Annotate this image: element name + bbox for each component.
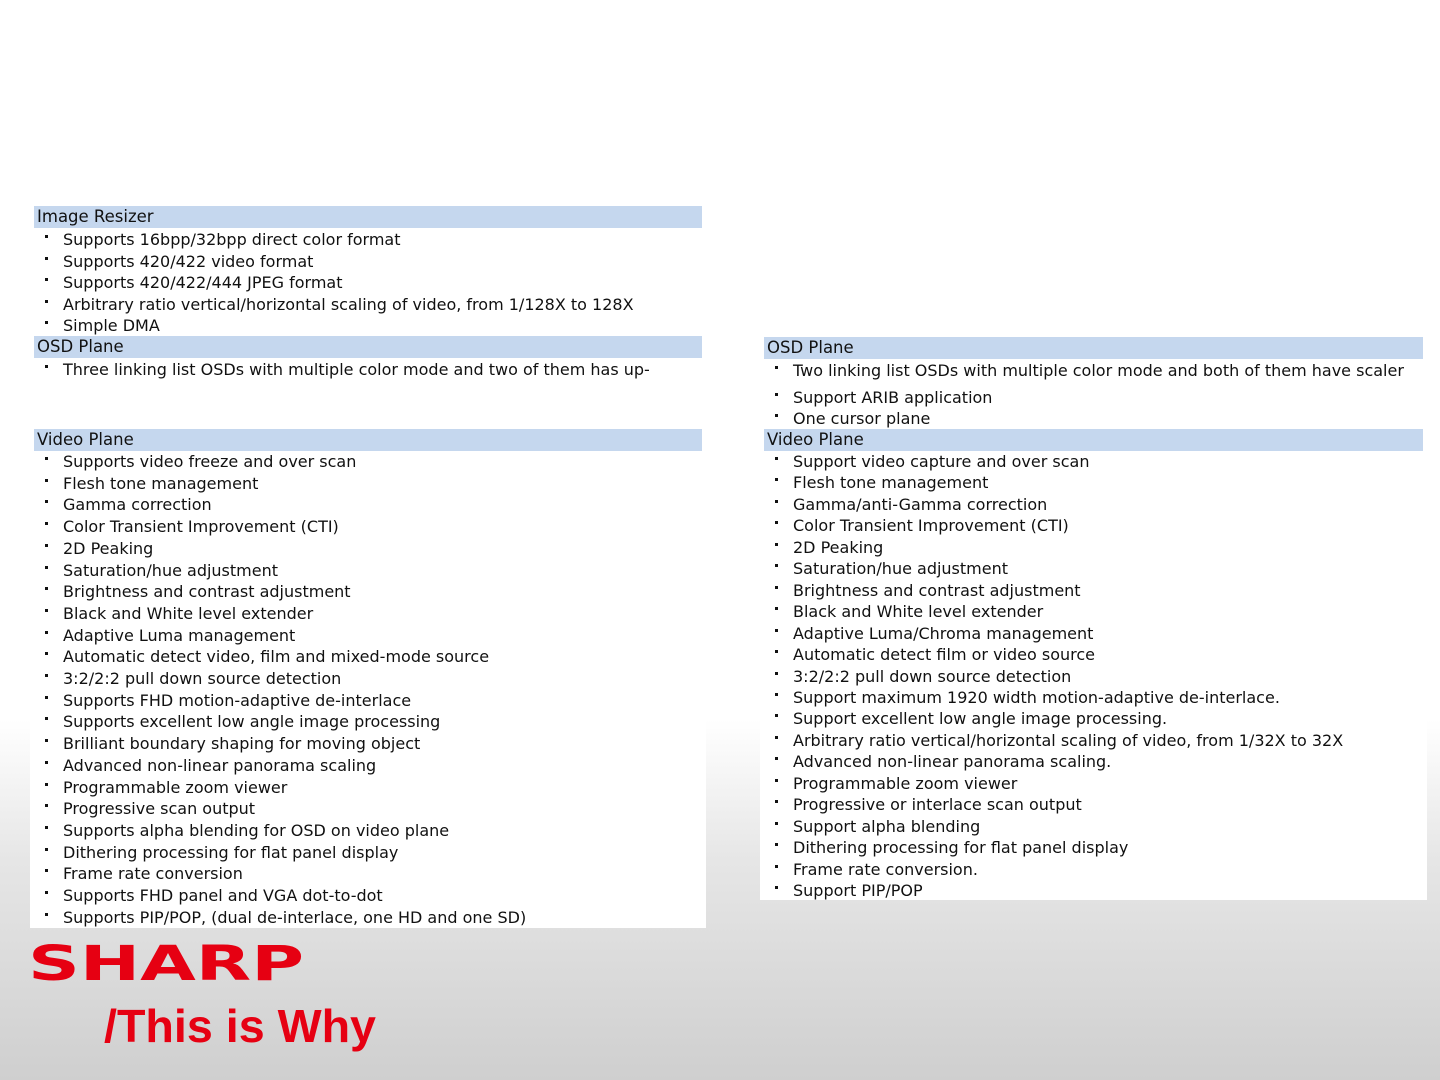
bullet-icon bbox=[45, 696, 48, 699]
list-item bbox=[764, 687, 1423, 708]
list-item-text: Saturation/hue adjustment bbox=[63, 560, 279, 580]
video-plane-header: Video Plane bbox=[34, 429, 702, 451]
list-item-text: Support alpha blending bbox=[793, 816, 981, 836]
list-item-text: 2D Peaking bbox=[63, 538, 154, 558]
list-item-text: Programmable zoom viewer bbox=[793, 773, 1018, 793]
list-item bbox=[34, 907, 702, 928]
bullet-icon bbox=[45, 804, 48, 807]
list-item-text: Saturation/hue adjustment bbox=[793, 559, 1009, 579]
bullet-icon bbox=[775, 672, 778, 675]
list-item bbox=[764, 601, 1423, 622]
bullet-icon bbox=[775, 478, 778, 481]
left-spec-panel bbox=[30, 205, 706, 928]
list-item bbox=[34, 885, 702, 906]
list-item bbox=[34, 733, 702, 754]
list-item-text: Supports excellent low angle image processing bbox=[63, 712, 441, 732]
list-item bbox=[764, 623, 1423, 644]
list-item bbox=[34, 581, 702, 602]
list-item-text: 3:2/2:2 pull down source detection bbox=[63, 669, 342, 688]
list-item bbox=[34, 315, 702, 336]
list-item bbox=[34, 359, 702, 380]
bullet-icon bbox=[45, 587, 48, 590]
list-item bbox=[34, 494, 702, 515]
list-item bbox=[764, 494, 1423, 515]
bullet-icon bbox=[775, 521, 778, 524]
list-item-text: Brightness and contrast adjustment bbox=[793, 580, 1081, 600]
list-item-text: Support ARIB application bbox=[793, 388, 993, 407]
list-item-text: Automatic detect video, film and mixed-mode source bbox=[63, 647, 490, 667]
list-item bbox=[34, 711, 702, 732]
sharp-logo-tagline: /This is Why bbox=[104, 1000, 377, 1052]
list-item bbox=[34, 755, 702, 776]
bullet-icon bbox=[45, 544, 48, 547]
bullet-icon bbox=[775, 886, 778, 889]
list-item bbox=[764, 360, 1423, 381]
bullet-icon bbox=[775, 607, 778, 610]
bullet-icon bbox=[45, 826, 48, 829]
bullet-icon bbox=[775, 414, 778, 417]
list-item-text: Supports 420/422/444 JPEG format bbox=[63, 273, 343, 293]
list-item bbox=[34, 538, 702, 559]
list-item bbox=[764, 387, 1423, 408]
list-item bbox=[764, 666, 1423, 687]
bullet-icon bbox=[45, 891, 48, 894]
list-item-text: Two linking list OSDs with multiple color mode and both of them have scaler bbox=[793, 361, 1404, 380]
list-item-text: Brilliant boundary shaping for moving object bbox=[63, 734, 421, 754]
list-item bbox=[34, 560, 702, 581]
bullet-icon bbox=[775, 757, 778, 760]
list-item-text: Gamma/anti-Gamma correction bbox=[793, 494, 1048, 514]
bullet-icon bbox=[45, 761, 48, 764]
list-item-text: Color Transient Improvement (CTI) bbox=[793, 516, 1069, 536]
list-item-text: Adaptive Luma/Chroma management bbox=[793, 623, 1094, 643]
sharp-logo-wordmark: SHARP bbox=[28, 940, 304, 992]
osd-plane-header: OSD Plane bbox=[34, 336, 702, 358]
list-item bbox=[34, 603, 702, 624]
list-item-text: Gamma correction bbox=[63, 495, 212, 515]
list-item-text: Support PIP/POP bbox=[793, 881, 923, 900]
bullet-icon bbox=[45, 522, 48, 525]
bullet-icon bbox=[45, 869, 48, 872]
list-item bbox=[764, 580, 1423, 601]
list-item-text: Black and White level extender bbox=[63, 603, 314, 623]
bullet-icon bbox=[45, 500, 48, 503]
list-item bbox=[764, 408, 1423, 429]
bullet-icon bbox=[45, 609, 48, 612]
bullet-icon bbox=[775, 393, 778, 396]
list-item bbox=[34, 798, 702, 819]
list-item-text: Flesh tone management bbox=[63, 473, 259, 493]
list-item-text: Supports 420/422 video format bbox=[63, 251, 314, 271]
list-item bbox=[764, 708, 1423, 729]
bullet-icon bbox=[775, 736, 778, 739]
list-item-text: Supports PIP/POP, (dual de-interlace, one HD and one SD) bbox=[63, 907, 527, 927]
list-item bbox=[34, 251, 702, 272]
list-item-text: Advanced non-linear panorama scaling. bbox=[793, 752, 1112, 772]
list-item-text: Supports 16bpp/32bpp direct color format bbox=[63, 230, 401, 249]
bullet-icon bbox=[45, 457, 48, 460]
list-item bbox=[34, 272, 702, 293]
list-item-text: Arbitrary ratio vertical/horizontal scaling of video, from 1/32X to 32X bbox=[793, 730, 1344, 750]
list-item bbox=[34, 229, 702, 250]
list-item-text: Automatic detect film or video source bbox=[793, 645, 1095, 665]
list-item bbox=[34, 777, 702, 798]
list-item-text: Programmable zoom viewer bbox=[63, 777, 288, 797]
list-item bbox=[34, 863, 702, 884]
list-item-text: Supports FHD motion-adaptive de-interlace bbox=[63, 690, 412, 710]
list-item bbox=[34, 842, 702, 863]
bullet-icon bbox=[775, 822, 778, 825]
bullet-icon bbox=[775, 564, 778, 567]
image-resizer-header: Image Resizer bbox=[34, 206, 702, 228]
bullet-icon bbox=[775, 586, 778, 589]
list-item-text: Black and White level extender bbox=[793, 602, 1044, 622]
list-item-text: Progressive scan output bbox=[63, 799, 256, 819]
bullet-icon bbox=[775, 366, 778, 369]
list-item-text: Frame rate conversion bbox=[63, 864, 243, 884]
bullet-icon bbox=[775, 500, 778, 503]
bullet-icon bbox=[45, 321, 48, 324]
list-item bbox=[764, 816, 1423, 837]
list-item-text: Support excellent low angle image processing. bbox=[793, 709, 1168, 729]
list-item bbox=[764, 880, 1423, 901]
list-item bbox=[34, 690, 702, 711]
bullet-icon bbox=[45, 913, 48, 916]
bullet-icon bbox=[775, 543, 778, 546]
list-item bbox=[764, 472, 1423, 493]
bullet-icon bbox=[45, 257, 48, 260]
bullet-icon bbox=[45, 674, 48, 677]
bullet-icon bbox=[45, 739, 48, 742]
list-item bbox=[764, 537, 1423, 558]
list-item-text: 2D Peaking bbox=[793, 537, 884, 557]
bullet-icon bbox=[45, 652, 48, 655]
right-spec-panel bbox=[760, 337, 1427, 900]
list-item bbox=[764, 644, 1423, 665]
list-item bbox=[764, 859, 1423, 880]
list-item-text: Support video capture and over scan bbox=[793, 452, 1090, 471]
list-item bbox=[764, 773, 1423, 794]
sharp-logo bbox=[28, 940, 388, 1055]
list-item bbox=[764, 730, 1423, 751]
list-item-text: Simple DMA bbox=[63, 316, 160, 336]
list-item-text: Brightness and contrast adjustment bbox=[63, 582, 351, 602]
list-item-text: Advanced non-linear panorama scaling bbox=[63, 755, 377, 775]
osd-plane-header: OSD Plane bbox=[764, 337, 1423, 359]
list-item-text: Supports video freeze and over scan bbox=[63, 452, 357, 471]
bullet-icon bbox=[45, 717, 48, 720]
list-item bbox=[764, 751, 1423, 772]
list-item bbox=[764, 515, 1423, 536]
list-item-text: Supports alpha blending for OSD on video plane bbox=[63, 820, 450, 840]
bullet-icon bbox=[775, 714, 778, 717]
list-item-text: Progressive or interlace scan output bbox=[793, 795, 1082, 815]
list-item bbox=[34, 668, 702, 689]
list-item-text: Frame rate conversion. bbox=[793, 859, 978, 879]
video-plane-header: Video Plane bbox=[764, 429, 1423, 451]
list-item bbox=[34, 820, 702, 841]
list-item bbox=[764, 451, 1423, 472]
list-item-text: Flesh tone management bbox=[793, 473, 989, 493]
list-item bbox=[34, 294, 702, 315]
bullet-icon bbox=[45, 848, 48, 851]
bullet-icon bbox=[45, 631, 48, 634]
list-item-text: Supports FHD panel and VGA dot-to-dot bbox=[63, 886, 383, 905]
bullet-icon bbox=[45, 300, 48, 303]
bullet-icon bbox=[775, 779, 778, 782]
bullet-icon bbox=[775, 693, 778, 696]
list-item bbox=[34, 646, 702, 667]
bullet-icon bbox=[775, 800, 778, 803]
bullet-icon bbox=[45, 783, 48, 786]
bullet-icon bbox=[775, 843, 778, 846]
bullet-icon bbox=[775, 629, 778, 632]
list-item-text: Dithering processing for flat panel display bbox=[793, 838, 1129, 858]
bullet-icon bbox=[45, 365, 48, 368]
list-item bbox=[34, 473, 702, 494]
list-item bbox=[34, 625, 702, 646]
bullet-icon bbox=[45, 566, 48, 569]
list-item bbox=[34, 516, 702, 537]
list-item bbox=[764, 794, 1423, 815]
bullet-icon bbox=[45, 278, 48, 281]
list-item-text: Support maximum 1920 width motion-adaptive de-interlace. bbox=[793, 687, 1280, 707]
list-item-text: Color Transient Improvement (CTI) bbox=[63, 517, 339, 537]
list-item-text: One cursor plane bbox=[793, 409, 931, 428]
list-item bbox=[764, 558, 1423, 579]
list-item bbox=[764, 837, 1423, 858]
bullet-icon bbox=[775, 457, 778, 460]
list-item-text: Dithering processing for flat panel display bbox=[63, 842, 399, 862]
list-item-text: 3:2/2:2 pull down source detection bbox=[793, 666, 1072, 686]
bullet-icon bbox=[45, 235, 48, 238]
list-item-text: Adaptive Luma management bbox=[63, 625, 296, 645]
list-item-text: Arbitrary ratio vertical/horizontal scaling of video, from 1/128X to 128X bbox=[63, 294, 634, 314]
bullet-icon bbox=[45, 479, 48, 482]
bullet-icon bbox=[775, 865, 778, 868]
list-item bbox=[34, 451, 702, 472]
list-item-text: Three linking list OSDs with multiple color mode and two of them has up- bbox=[63, 360, 650, 379]
bullet-icon bbox=[775, 650, 778, 653]
